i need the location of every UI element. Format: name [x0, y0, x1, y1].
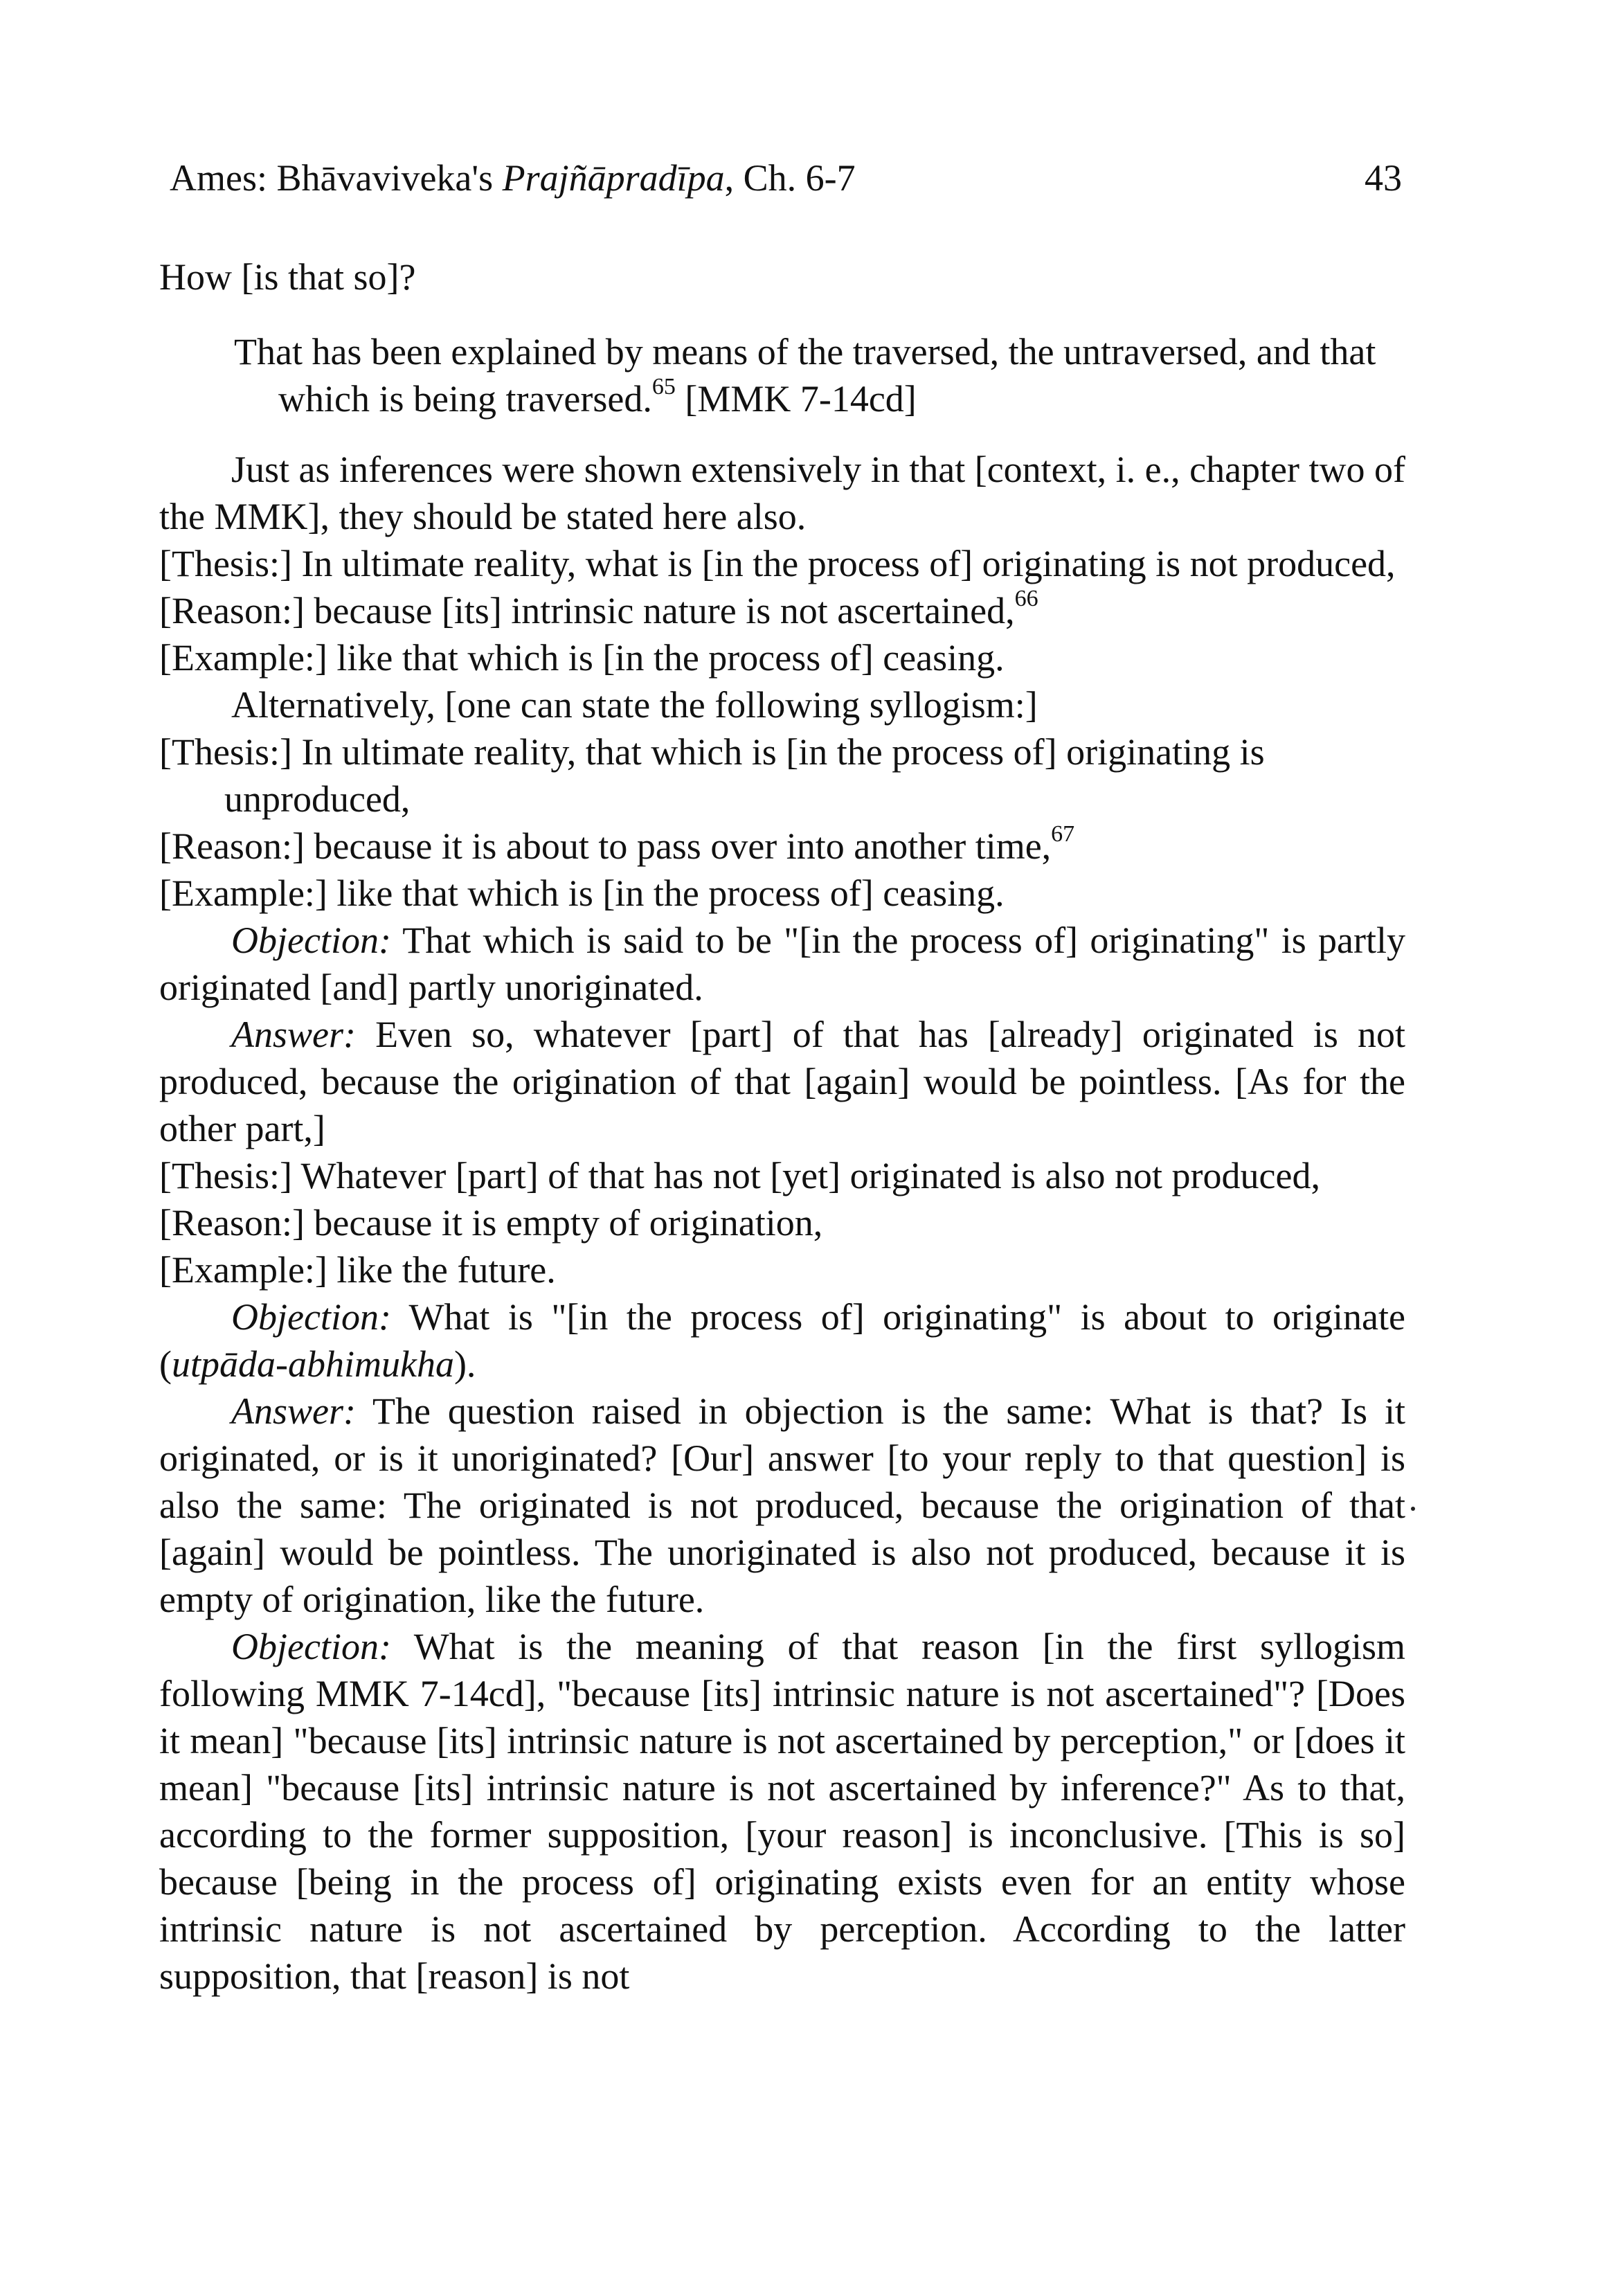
answer-label: Answer:: [231, 1014, 356, 1055]
syllogism3-thesis: [Thesis:] Whatever [part] of that has not [yet] originated is also not produced,: [159, 1155, 1320, 1196]
syllogism2-thesis: [Thesis:] In ultimate reality, that which is [in the process of] originating is unproduced,: [159, 731, 1265, 820]
syllogism3-reason: [Reason:] because it is empty of origination,: [159, 1202, 823, 1244]
syllogism1-reason-text: [Reason:] because [its] intrinsic nature is not ascertained,: [159, 590, 1015, 631]
running-title: [170, 157, 856, 199]
objection-label: Objection:: [231, 920, 391, 961]
answer-1-text: Even so, whatever [part] of that has [already] originated is not produced, because the origination of that [again] would be pointless. [As for the other part,]: [159, 1014, 1405, 1149]
syllogism2-reason: [159, 823, 1405, 870]
verse-reference: [MMK 7-14cd]: [675, 378, 917, 420]
running-title-work: Prajñāpradīpa: [502, 157, 725, 199]
objection-2-end: ).: [453, 1343, 476, 1385]
scan-speck: [1411, 1507, 1415, 1511]
objection-1: [159, 917, 1405, 1011]
syllogism1-reason: [159, 587, 1405, 634]
syllogism1-example: [Example:] like that which is [in the process of] ceasing.: [159, 637, 1005, 679]
alternative-intro: Alternatively, [one can state the following syllogism:]: [231, 684, 1038, 726]
answer-2-text: The question raised in objection is the same: What is that? Is it originated, or is it unoriginated? [Our] answer [to your reply to that question] is also the same: The originated is not produced, because the origination of that [again] would be pointless. The unoriginated is also not produced, because it is empty of origination, like the future.: [159, 1390, 1405, 1620]
syllogism2-reason-text: [Reason:] because it is about to pass over into another time,: [159, 825, 1052, 867]
objection-2-text: What is "[in the process of] originating" is about to originate (: [159, 1296, 1405, 1385]
paragraph-inferences: Just as inferences were shown extensively in that [context, i. e., chapter two of the MMK], they should be stated here also.: [159, 449, 1405, 537]
syllogism1-thesis: [Thesis:] In ultimate reality, what is [in the process of] originating is not produced,: [159, 543, 1396, 584]
footnote-marker-66: 66: [1014, 586, 1038, 611]
objection-label: Objection:: [231, 1626, 391, 1667]
sanskrit-term: utpāda-abhimukha: [171, 1343, 454, 1385]
page-number: 43: [1365, 157, 1402, 199]
verse-quote: [159, 328, 1405, 422]
verse-line: [234, 328, 1392, 422]
footnote-marker-65: 65: [651, 374, 676, 400]
verse-text: That has been explained by means of the traversed, the untraversed, and that which is being traversed.: [234, 331, 1376, 420]
answer-label: Answer:: [231, 1390, 356, 1432]
objection-3-text: What is the meaning of that reason [in the first syllogism following MMK 7-14cd], "because [its] intrinsic nature is not ascertained"? [Does it mean] "because [its] intrinsic nature is not ascertained by perception," or [does it mean] "because [its] intrinsic nature is not ascertained by inference?" As to that, according to the former supposition, [your reason] is inconclusive. [This is so] because [being in the process of] originating exists even for an entity whose intrinsic nature is not ascertained by perception. According to the latter supposition, that [reason] is not: [159, 1626, 1405, 1997]
running-title-author: Ames: Bhāvaviveka's: [170, 157, 503, 199]
answer-2: [159, 1388, 1405, 1623]
objection-1-text: That which is said to be "[in the process of] originating" is partly originated [and] partly unoriginated.: [159, 920, 1405, 1008]
syllogism3-example: [Example:] like the future.: [159, 1249, 556, 1291]
footnote-marker-67: 67: [1051, 821, 1075, 847]
running-header: [170, 154, 1402, 202]
objection-3: [159, 1623, 1405, 2000]
running-title-chapter: , Ch. 6-7: [724, 157, 856, 199]
objection-label: Objection:: [231, 1296, 391, 1338]
body-text: [159, 253, 1405, 2000]
objection-2: [159, 1293, 1405, 1388]
syllogism2-example: [Example:] like that which is [in the process of] ceasing.: [159, 872, 1005, 914]
question-line: How [is that so]?: [159, 256, 416, 298]
answer-1: [159, 1011, 1405, 1152]
